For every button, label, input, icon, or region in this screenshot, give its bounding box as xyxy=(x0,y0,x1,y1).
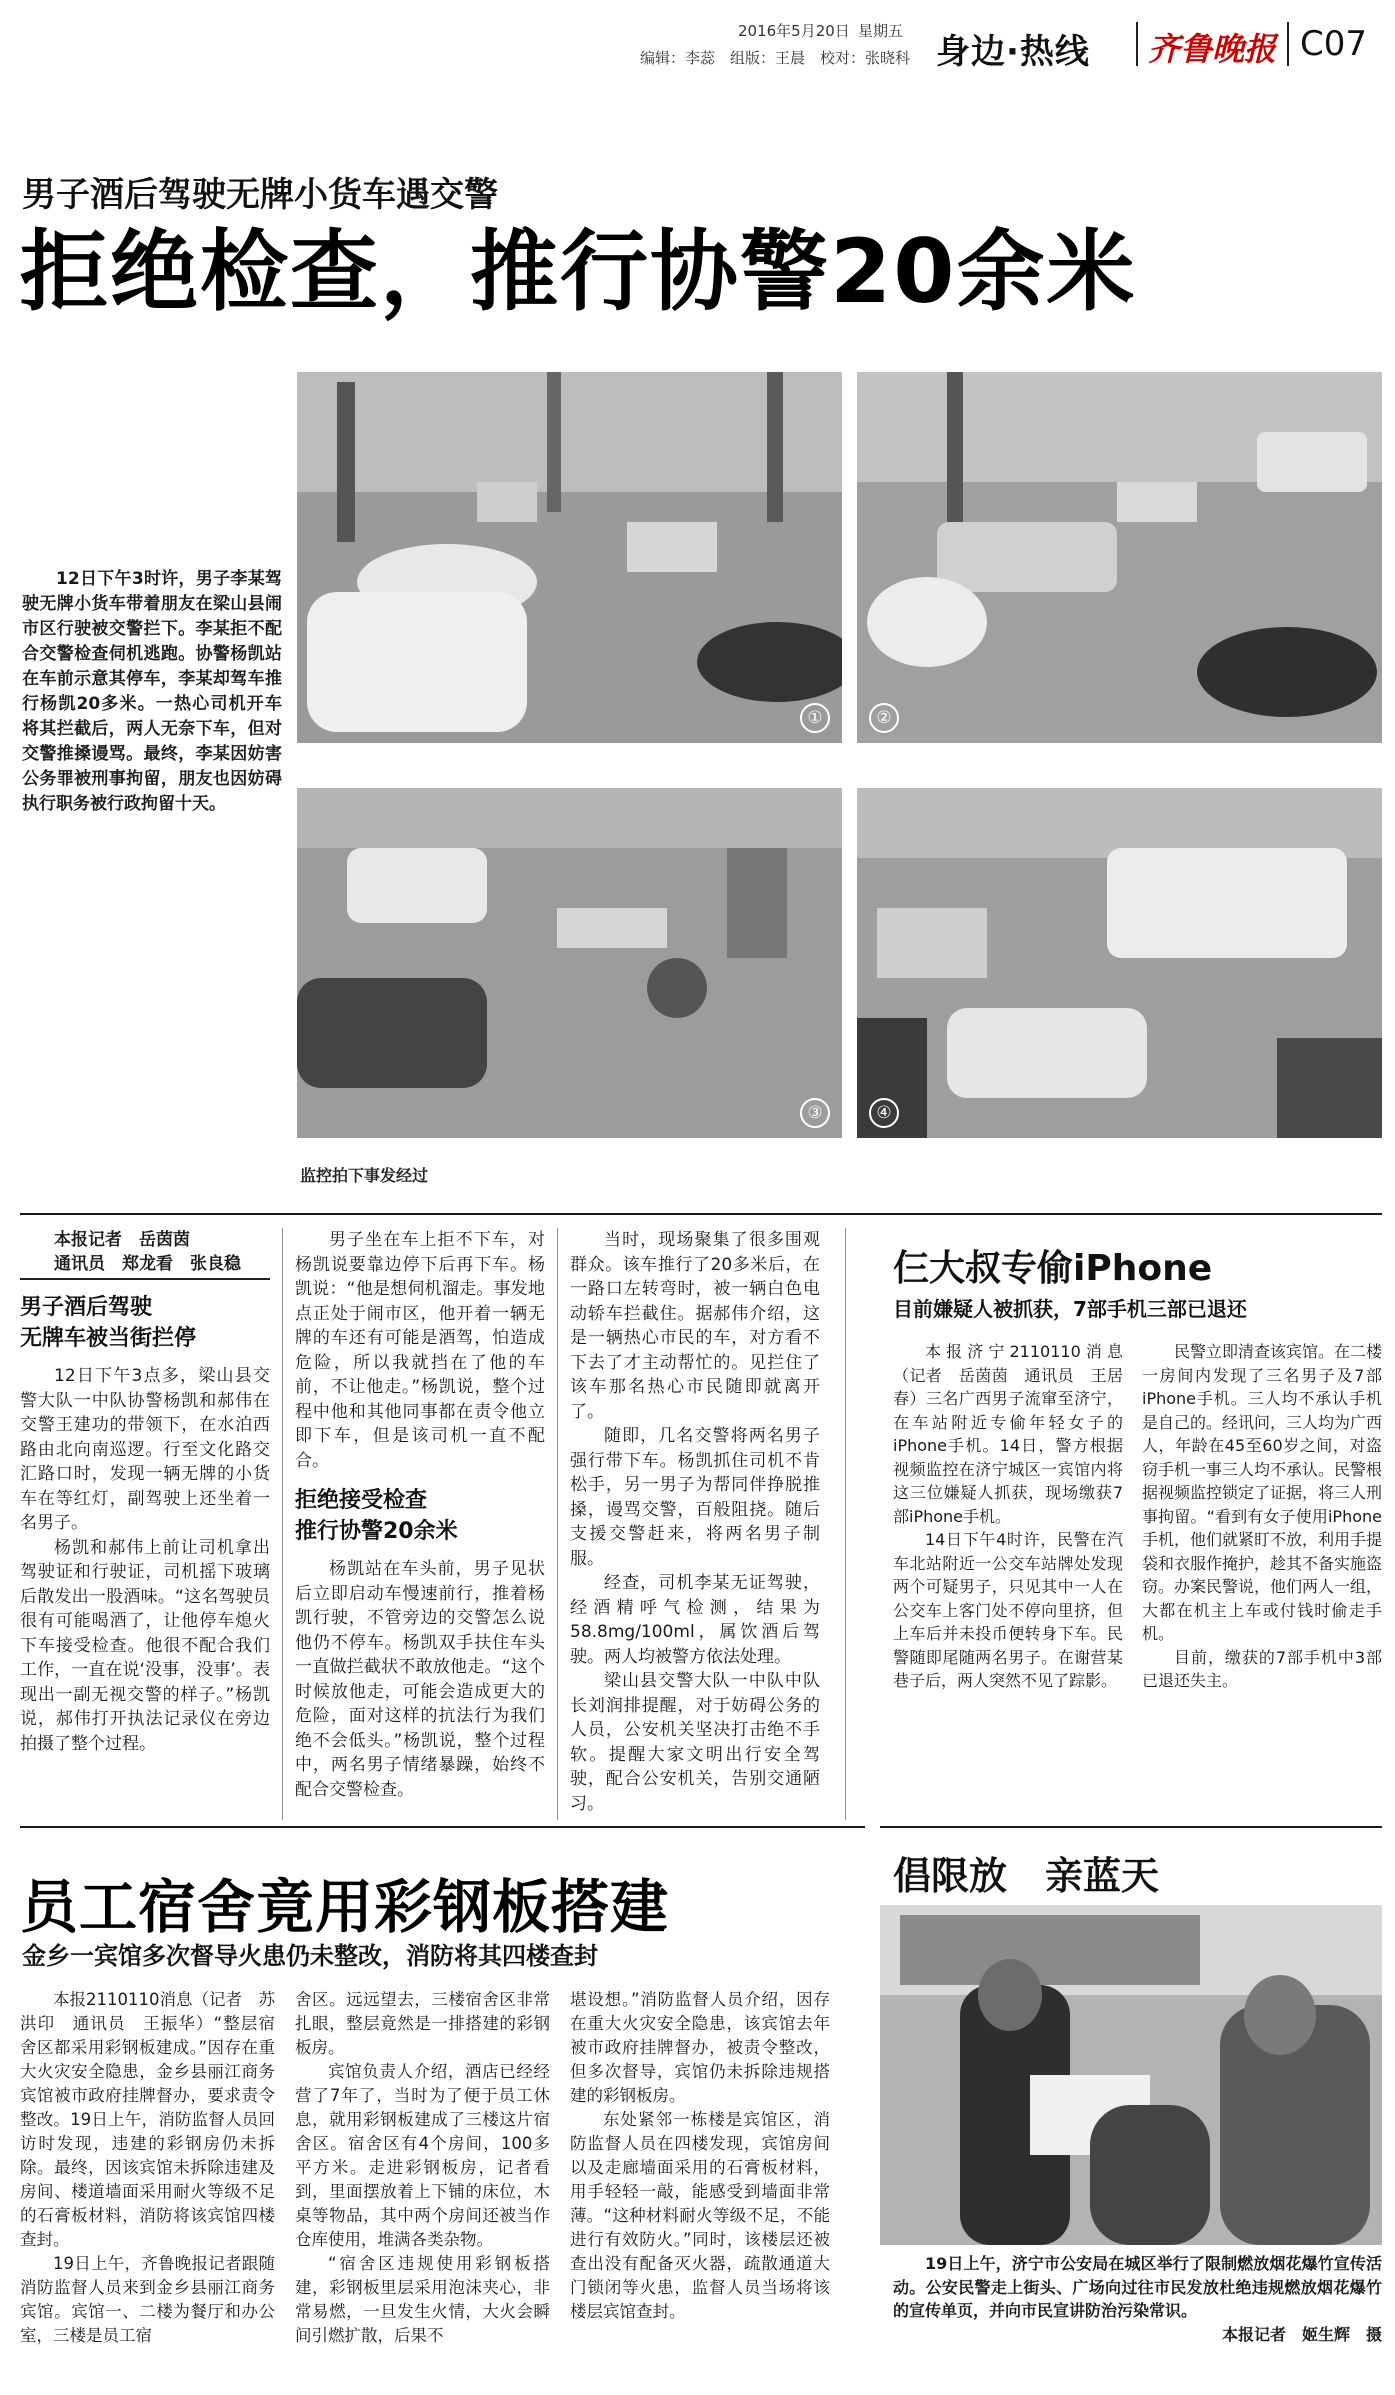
divider-line xyxy=(20,1213,1382,1215)
paragraph: 民警立即清查该宾馆。在二楼一房间内发现了三名男子及7部iPhone手机。三人均不承认手机是自己的。经讯问，三人均为广西人，年龄在45至60岁之间，对盗窃手机一事三人均不承认。民警根据视频监控锁定了证据，将三人刑事拘留。“看到有女子使用iPhone手机，他们就紧盯不放，利用手提袋和衣服作掩护，趁其不备实施盗窃。办案民警说，他们两人一组，大都在机主上车或付钱时偷走手机。 xyxy=(1142,1342,1383,1643)
paragraph: 舍区。远远望去，三楼宿舍区非常扎眼，整层竟然是一排搭建的彩钢板房。 xyxy=(295,1990,550,2057)
paragraph: 杨凯站在车头前，男子见状后立即启动车慢速前行，推着杨凯行驶，不管旁边的交警怎么说他仍不停车。杨凯双手扶住车头一直做拦截状不敢放他走。“这个时候放他走，可能会造成更大的危险，面对这样的抗法行为我们绝不会低头。”杨凯说，整个过程中，两名男子情绪暴躁，始终不配合交警检查。 xyxy=(295,1559,545,1800)
cctv-photo-1 xyxy=(297,372,842,743)
paragraph: 目前，缴获的7部手机中3部已退还失主。 xyxy=(1142,1647,1382,1690)
story1-kicker: 男子酒后驾驶无牌小货车遇交警 xyxy=(22,175,498,215)
column-rule xyxy=(557,1228,558,1820)
paragraph: 梁山县交警大队一中队中队长刘润排提醒，对于妨碍公务的人员，公安机关坚决打击绝不手软。提醒大家文明出行安全驾驶，配合公安机关，告别交通陋习。 xyxy=(570,1671,820,1814)
paragraph: 宾馆负责人介绍，酒店已经经营了7年了，当时为了便于员工休息，就用彩钢板建成了三楼这片宿舍区。宿舍区有4个房间，100多平方米。走进彩钢板房，记者看到，里面摆放着上下铺的床位，木桌等物品，其中两个房间还被当作仓库使用，堆满各类杂物。 xyxy=(295,2062,550,2249)
story2-column-1 xyxy=(893,1340,1123,1693)
story4-caption xyxy=(893,2252,1382,2346)
story2-subhead: 目前嫌疑人被抓获，7部手机三部已退还 xyxy=(893,1297,1247,1321)
issue-date: 2016年5月20日 xyxy=(738,22,850,40)
column-rule xyxy=(845,1228,846,1820)
photo-number: ③ xyxy=(800,1098,830,1128)
paragraph: 19日上午，齐鲁晚报记者跟随消防监督人员来到金乡县丽江商务宾馆。宾馆一、二楼为餐厅和办公室，三楼是员工宿 xyxy=(20,2254,275,2345)
campaign-photo xyxy=(880,1905,1382,2245)
column-rule xyxy=(282,1228,283,1820)
story1-headline: 拒绝检查，推行协警20余米 xyxy=(20,220,1137,323)
photo-caption: 监控拍下事发经过 xyxy=(300,1166,429,1185)
paragraph: 当时，现场聚集了很多围观群众。该车推行了20多米后，在一路口左转弯时，被一辆白色电动轿车拦截住。据郝伟介绍，这是一辆热心市民的车，对方看不下去了才主动帮忙的。见拦住了该车那名热心市民随即就离开了。 xyxy=(570,1230,820,1422)
story3-column-2 xyxy=(295,1988,550,2348)
story2-headline: 仨大叔专偷iPhone xyxy=(893,1248,1213,1289)
page-number: C07 xyxy=(1300,24,1368,64)
caption-text: 19日上午，济宁市公安局在城区举行了限制燃放烟花爆竹宣传活动。公安民警走上街头、广场向过往市民发放杜绝违规燃放烟花爆竹的宣传单页，并向市民宣讲防治污染常识。 xyxy=(893,2254,1382,2320)
lead-text: 12日下午3时许，男子李某驾驶无牌小货车带着朋友在梁山县闹市区行驶被交警拦下。李某拒不配合交警检查伺机逃跑。协警杨凯站在车前示意其停车，李某却驾车推行杨凯20多米。一热心司机开车将其拦截后，两人无奈下车，但对交警推搡谩骂。最终，李某因妨害公务罪被刑事拘留，朋友也因妨碍执行职务被行政拘留十天。 xyxy=(22,569,282,814)
story3-headline: 员工宿舍竟用彩钢板搭建 xyxy=(20,1873,670,1941)
photo-number: ④ xyxy=(869,1098,899,1128)
paragraph: 随即，几名交警将两名男子强行带下车。杨凯抓住司机不肯松手，另一男子为帮同伴挣脱推搡，谩骂交警，百般阻挠。随后支援交警赶来，将两名男子制服。 xyxy=(570,1426,820,1569)
cctv-photo-4 xyxy=(857,788,1382,1138)
paragraph: 杨凯和郝伟上前让司机拿出驾驶证和行驶证，司机摇下玻璃后散发出一股酒味。“这名驾驶员很有可能喝酒了，让他停车熄火下车接受检查。他很不配合我们工作，一直在说‘没事，没事’。表现出一副无视交警的样子。”杨凯说，郝伟打开执法记录仪在旁边拍摄了整个过程。 xyxy=(20,1537,270,1754)
story2-column-2 xyxy=(1142,1340,1382,1693)
cctv-photo-2 xyxy=(857,372,1382,743)
paragraph: “宿舍区违规使用彩钢板搭建，彩钢板里层采用泡沫夹心，非常易燃，一旦发生火情，大火会瞬间引燃扩散，后果不 xyxy=(295,2254,550,2345)
paragraph: 12日下午3点多，梁山县交警大队一中队协警杨凯和郝伟在交警王建功的带领下，在水泊西路由北向南巡逻。行至文化路交汇路口时，发现一辆无牌的小货车在等红灯，副驾驶上还坐着一名男子。 xyxy=(20,1366,270,1533)
divider-bar xyxy=(1136,22,1138,66)
paragraph: 本报济宁2110110消息（记者 岳茵茵 通讯员 王居春）三名广西男子流窜至济宁，在车站附近专偷年轻女子的iPhone手机。14日，警方根据视频监控在济宁城区一宾馆内将这三位嫌疑人抓获，现场缴获7部iPhone手机。 xyxy=(893,1342,1123,1526)
byline-reporter: 本报记者 岳茵茵 xyxy=(54,1230,190,1250)
paragraph: 经查，司机李某无证驾驶，经酒精呼气检测，结果为58.8mg/100ml，属饮酒后驾驶。两人均被警方依法处理。 xyxy=(570,1573,820,1667)
story1-lead xyxy=(22,567,282,817)
paper-logo: 齐鲁晚报 xyxy=(1148,30,1277,68)
paragraph: 东处紧邻一栋楼是宾馆区，消防监督人员在四楼发现，宾馆房间以及走廊墙面采用的石膏板材料，用手轻轻一敲，能感受到墙面非常薄。“这种材料耐火等级不足，不能进行有效防火。”同时，该楼层还被查出没有配备灭火器，疏散通道大门锁闭等火患，监督人员当场将该楼层宾馆查封。 xyxy=(570,2110,830,2321)
paragraph: 14日下午4时许，民警在汽车北站附近一公交车站牌处发现两个可疑男子，只见其中一人在公交车上客门处不停向里挤，但上车后并未投币便转身下车。民警随即尾随两名男子。在谢营某巷子后，两人突然不见了踪影。 xyxy=(893,1530,1123,1690)
divider-line xyxy=(20,1826,865,1828)
story1-column-3 xyxy=(570,1228,820,1816)
story4-headline: 倡限放 亲蓝天 xyxy=(893,1854,1160,1898)
issue-weekday: 星期五 xyxy=(858,22,904,40)
subheading: 男子酒后驾驶 无牌车被当街拦停 xyxy=(20,1295,197,1351)
story3-subhead: 金乡一宾馆多次督导火患仍未整改，消防将其四楼查封 xyxy=(22,1942,598,1970)
divider-bar xyxy=(1287,22,1289,66)
byline-correspondent: 通讯员 郑龙看 张良稳 xyxy=(20,1252,270,1280)
paragraph: 男子坐在车上拒不下车，对杨凯说要靠边停下后再下车。杨凯说：“他是想伺机溜走。事发地点正处于闹市区，他开着一辆无牌的车还有可能是酒驾，怕造成危险，所以我就挡在了他的车前，不让他走。”杨凯说，整个过程中他和其他同事都在责令他立即下车，但是该司机一直不配合。 xyxy=(295,1230,545,1471)
paragraph: 堪设想。”消防监督人员介绍，因存在重大火灾安全隐患，该宾馆去年被市政府挂牌督办，被责令整改，但多次督导，宾馆仍未拆除违规搭建的彩钢板房。 xyxy=(570,1990,830,2105)
photo-credit: 本报记者 姬生辉 摄 xyxy=(1221,2324,1382,2344)
story1-column-2 xyxy=(295,1228,545,1802)
story1-column-1 xyxy=(20,1228,270,1756)
section-name: 身边·热线 xyxy=(936,32,1090,72)
cctv-photo-3 xyxy=(297,788,842,1138)
photo-number: ② xyxy=(869,703,899,733)
photo-number: ① xyxy=(800,703,830,733)
masthead xyxy=(0,0,1395,72)
story3-column-1 xyxy=(20,1988,275,2348)
divider-line xyxy=(880,1826,1382,1828)
story3-column-3 xyxy=(570,1988,830,2324)
editor-credits: 编辑：李蕊 组版：王晨 校对：张晓科 xyxy=(640,49,911,67)
paragraph: 本报2110110消息（记者 苏洪印 通讯员 王振华）“整层宿舍区都采用彩钢板建成。”因存在重大火灾安全隐患，金乡县丽江商务宾馆被市政府挂牌督办，要求责令整改。19日上午，消防监督人员回访时发现，违建的彩钢房仍未拆除。最终，因该宾馆未拆除违建及房间、楼道墙面采用耐火等级不足的石膏板材料，消防将该宾馆四楼查封。 xyxy=(20,1990,275,2249)
subheading: 拒绝接受检查 推行协警20余米 xyxy=(295,1488,458,1544)
